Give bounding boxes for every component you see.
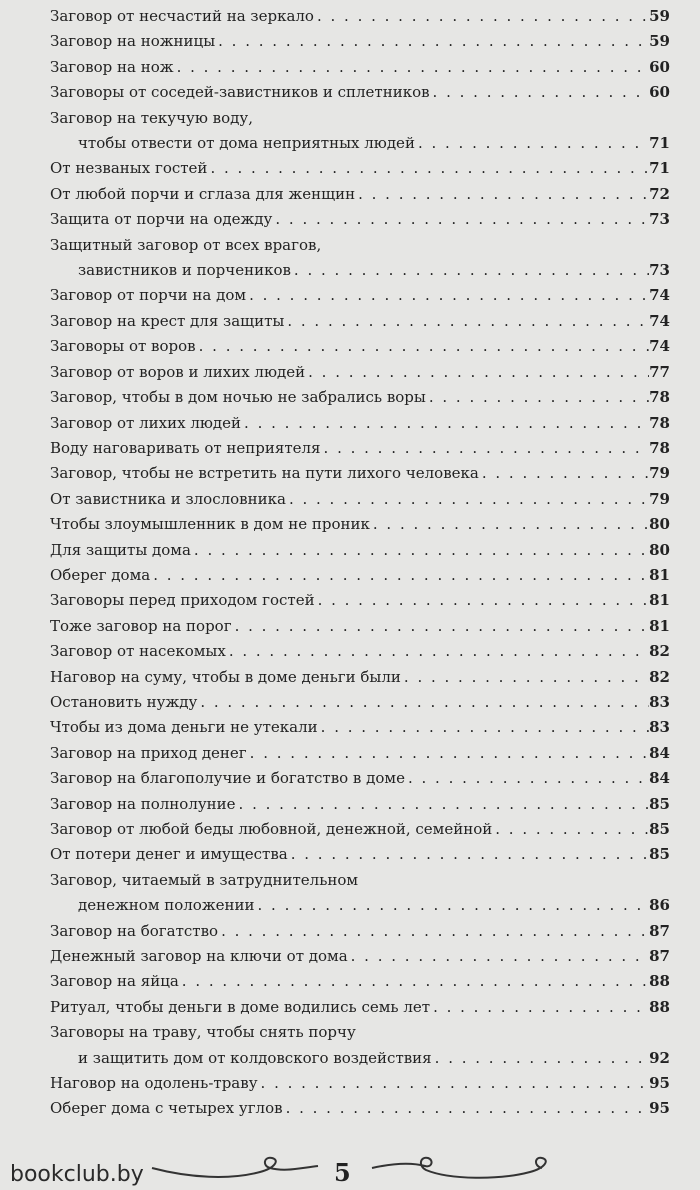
toc-entry <box>50 461 670 486</box>
toc-entry-title: Воду наговаривать от неприятеля <box>50 438 321 457</box>
toc-entry-title: Денежный заговор на ключи от дома <box>50 947 348 966</box>
toc-entry-title: Заговор от насекомых <box>50 642 226 661</box>
toc-entry-title: Наговор на одолень-траву <box>50 1074 258 1093</box>
toc-entry-title: Заговор от порчи на дом <box>50 286 247 305</box>
toc-entry <box>50 639 670 664</box>
flourish-left-icon <box>150 1150 320 1186</box>
toc-entry <box>50 792 670 817</box>
dot-leader <box>426 385 649 410</box>
dot-leader <box>318 715 649 740</box>
toc-line <box>50 792 670 817</box>
dot-leader <box>405 766 649 791</box>
dot-leader <box>288 842 649 867</box>
toc-entry <box>50 1071 670 1096</box>
dot-leader <box>174 55 650 80</box>
toc-entry <box>50 995 670 1020</box>
toc-page-number: 82 <box>649 667 670 686</box>
toc-page-number: 92 <box>649 1048 670 1067</box>
dot-leader <box>207 156 649 181</box>
toc-entry-title: Заговор от воров и лихих людей <box>50 362 306 381</box>
toc-entry-title: От любой порчи и сглаза для женщин <box>50 184 356 203</box>
toc-page-number: 86 <box>649 896 670 915</box>
toc-entry-title: Защита от порчи на одежду <box>50 210 273 229</box>
toc-entry <box>50 411 670 436</box>
dot-leader <box>255 893 650 918</box>
toc-entry-title: Ритуал, чтобы деньги в доме водились семь лет <box>50 997 431 1016</box>
toc-entry-title: Заговор, чтобы не встретить на пути лихого человека <box>50 464 479 483</box>
toc-line <box>50 665 670 690</box>
toc-entry-title: Заговор, читаемый в затруднительном <box>50 870 359 889</box>
toc-line <box>50 436 670 461</box>
toc-entry <box>50 334 670 359</box>
toc-page-number: 80 <box>649 515 670 534</box>
toc-entry <box>50 563 670 588</box>
toc-entry <box>50 436 670 461</box>
dot-leader <box>430 80 650 105</box>
toc-entry-title: Заговор, чтобы в дом ночью не забрались воры <box>50 388 426 407</box>
dot-leader <box>197 690 649 715</box>
toc-page-number: 73 <box>649 210 670 229</box>
toc-line <box>50 385 670 410</box>
toc-page-number: 74 <box>649 337 670 356</box>
toc-entry-title: Заговор на текучую воду, <box>50 108 253 127</box>
toc-entry <box>50 919 670 944</box>
toc-page-number: 74 <box>649 311 670 330</box>
toc-entry-title: Остановить нужду <box>50 692 198 711</box>
toc-line <box>50 538 670 563</box>
dot-leader <box>283 1096 650 1121</box>
dot-leader <box>246 283 649 308</box>
toc-page-number: 85 <box>649 794 670 813</box>
toc-page-number: 87 <box>649 947 670 966</box>
toc-entry-title: Заговоры от соседей-завистников и сплетников <box>50 83 430 102</box>
toc-entry <box>50 614 670 639</box>
toc-line <box>50 842 670 867</box>
toc-page-number: 84 <box>649 769 670 788</box>
dot-leader <box>321 436 650 461</box>
watermark: bookclub.by <box>10 1162 144 1187</box>
toc-line <box>50 919 670 944</box>
toc-page-number: 79 <box>649 464 670 483</box>
toc-line <box>50 258 670 283</box>
dot-leader <box>291 258 649 283</box>
toc-entry-title: Оберег дома <box>50 565 151 584</box>
toc-page-number: 81 <box>649 591 670 610</box>
toc-entry-title: От завистника и злословника <box>50 489 286 508</box>
toc-line <box>50 1096 670 1121</box>
toc-page-number: 95 <box>649 1074 670 1093</box>
toc-page-number: 83 <box>649 692 670 711</box>
dot-leader <box>286 487 649 512</box>
toc-page-number: 59 <box>649 32 670 51</box>
toc-line <box>50 893 670 918</box>
dot-leader <box>150 563 649 588</box>
dot-leader <box>191 538 649 563</box>
dot-leader <box>232 614 650 639</box>
toc-line <box>50 639 670 664</box>
toc-entry-title: Заговор на богатство <box>50 921 219 940</box>
dot-leader <box>236 792 650 817</box>
toc-page-number: 81 <box>649 616 670 635</box>
toc-page-number: 73 <box>649 261 670 280</box>
table-of-contents <box>50 4 670 1122</box>
toc-page-number: 71 <box>649 159 670 178</box>
dot-leader <box>215 29 649 54</box>
toc-entry-title: Заговор на крест для защиты <box>50 311 285 330</box>
dot-leader <box>284 309 649 334</box>
toc-page-number: 83 <box>649 718 670 737</box>
toc-entry-title: Чтобы злоумышленник в дом не проник <box>50 515 370 534</box>
toc-page-number: 81 <box>649 565 670 584</box>
toc-page-number: 60 <box>649 83 670 102</box>
toc-entry <box>50 1096 670 1121</box>
toc-entry-title: денежном положении <box>78 896 255 915</box>
toc-line <box>50 106 670 131</box>
toc-line <box>50 690 670 715</box>
toc-line <box>50 487 670 512</box>
toc-page-number: 82 <box>649 642 670 661</box>
toc-entry <box>50 80 670 105</box>
toc-entry-title: чтобы отвести от дома неприятных людей <box>78 134 415 153</box>
toc-page-number: 95 <box>649 1099 670 1118</box>
toc-page-number: 78 <box>649 413 670 432</box>
toc-page-number: 87 <box>649 921 670 940</box>
toc-line <box>50 741 670 766</box>
toc-line <box>50 766 670 791</box>
dot-leader <box>492 817 649 842</box>
toc-entry-title: Заговор от несчастий на зеркало <box>50 7 314 25</box>
toc-entry-title: Наговор на суму, чтобы в доме деньги были <box>50 667 401 686</box>
dot-leader <box>479 461 649 486</box>
dot-leader <box>401 665 649 690</box>
toc-entry <box>50 360 670 385</box>
toc-entry <box>50 842 670 867</box>
toc-entry <box>50 182 670 207</box>
toc-line <box>50 1071 670 1096</box>
toc-entry-title: Заговор на полнолуние <box>50 794 236 813</box>
dot-leader <box>432 1046 649 1071</box>
toc-page-number: 80 <box>649 540 670 559</box>
toc-line <box>50 411 670 436</box>
flourish-right-icon <box>370 1150 560 1186</box>
toc-line <box>50 4 670 29</box>
dot-leader <box>370 512 649 537</box>
toc-page-number: 85 <box>649 845 670 864</box>
toc-entry <box>50 55 670 80</box>
toc-entry-title: Заговоры от воров <box>50 337 196 356</box>
toc-entry <box>50 715 670 740</box>
dot-leader <box>179 969 649 994</box>
toc-entry-title: Заговор на приход денег <box>50 743 247 762</box>
toc-entry <box>50 1020 670 1071</box>
toc-line <box>50 207 670 232</box>
dot-leader <box>241 411 649 436</box>
toc-line <box>50 1046 670 1071</box>
toc-entry-title: Заговоры на траву, чтобы снять порчу <box>50 1023 356 1042</box>
toc-entry-title: Заговор на яйца <box>50 972 179 991</box>
toc-entry-title: завистников и порчеников <box>78 261 291 280</box>
toc-entry <box>50 156 670 181</box>
toc-entry-title: Чтобы из дома деньги не утекали <box>50 718 318 737</box>
toc-entry <box>50 690 670 715</box>
toc-entry-title: Защитный заговор от всех врагов, <box>50 235 322 254</box>
dot-leader <box>415 131 649 156</box>
toc-entry <box>50 309 670 334</box>
toc-page-number: 85 <box>649 820 670 838</box>
page-footer <box>0 1150 700 1190</box>
toc-line <box>50 1020 670 1045</box>
toc-line <box>50 55 670 80</box>
toc-page-number: 78 <box>649 388 670 407</box>
dot-leader <box>247 741 649 766</box>
toc-line <box>50 563 670 588</box>
toc-entry <box>50 969 670 994</box>
toc-entry <box>50 29 670 54</box>
toc-line <box>50 80 670 105</box>
toc-page-number: 77 <box>649 362 670 381</box>
toc-entry-title: Заговор на ножницы <box>50 32 216 51</box>
toc-page-number: 79 <box>649 489 670 508</box>
toc-entry <box>50 944 670 969</box>
toc-entry-title: Заговоры перед приходом гостей <box>50 591 315 610</box>
toc-entry <box>50 385 670 410</box>
dot-leader <box>272 207 649 232</box>
toc-entry <box>50 741 670 766</box>
toc-line <box>50 131 670 156</box>
toc-line <box>50 995 670 1020</box>
dot-leader <box>196 334 650 359</box>
toc-page-number: 59 <box>649 7 670 25</box>
toc-line <box>50 614 670 639</box>
toc-entry <box>50 106 670 157</box>
toc-line <box>50 283 670 308</box>
dot-leader <box>314 4 649 29</box>
toc-line <box>50 309 670 334</box>
toc-entry-title: Заговор на благополучие и богатство в доме <box>50 769 405 788</box>
toc-line <box>50 944 670 969</box>
toc-entry <box>50 766 670 791</box>
toc-line <box>50 334 670 359</box>
toc-page-number: 72 <box>649 184 670 203</box>
toc-line <box>50 969 670 994</box>
toc-entry-title: Заговор от лихих людей <box>50 413 242 432</box>
toc-entry-title: Тоже заговор на порог <box>50 616 232 635</box>
toc-line <box>50 360 670 385</box>
toc-page-number: 71 <box>649 134 670 153</box>
toc-line <box>50 182 670 207</box>
toc-entry <box>50 207 670 232</box>
toc-line <box>50 588 670 613</box>
toc-page-number: 84 <box>649 743 670 762</box>
toc-line <box>50 817 670 842</box>
toc-entry <box>50 283 670 308</box>
toc-entry <box>50 665 670 690</box>
dot-leader <box>355 182 649 207</box>
toc-page-number: 88 <box>649 997 670 1016</box>
toc-entry-title: Заговор на нож <box>50 57 174 76</box>
toc-page-number: 78 <box>649 438 670 457</box>
toc-page-number: 60 <box>649 57 670 76</box>
dot-leader <box>430 995 649 1020</box>
toc-entry <box>50 233 670 284</box>
toc-entry <box>50 487 670 512</box>
toc-entry <box>50 512 670 537</box>
toc-line <box>50 868 670 893</box>
toc-entry-title: От потери денег и имущества <box>50 845 288 864</box>
toc-entry-title: Для защиты дома <box>50 540 191 559</box>
toc-page-number: 88 <box>649 972 670 991</box>
toc-entry <box>50 817 670 842</box>
dot-leader <box>218 919 649 944</box>
dot-leader <box>226 639 649 664</box>
toc-entry <box>50 538 670 563</box>
toc-line <box>50 156 670 181</box>
toc-entry-title: Заговор от любой беды любовной, денежной, семейной <box>50 820 493 838</box>
toc-entry-title: Оберег дома с четырех углов <box>50 1099 283 1118</box>
dot-leader <box>305 360 649 385</box>
toc-entry-title: и защитить дом от колдовского воздействия <box>78 1048 432 1067</box>
toc-entry <box>50 588 670 613</box>
toc-entry <box>50 4 670 29</box>
dot-leader <box>258 1071 650 1096</box>
toc-entry <box>50 868 670 919</box>
dot-leader <box>315 588 650 613</box>
toc-line <box>50 461 670 486</box>
toc-line <box>50 512 670 537</box>
toc-line <box>50 715 670 740</box>
page-number: 5 <box>334 1158 351 1187</box>
toc-line <box>50 29 670 54</box>
toc-page-number: 74 <box>649 286 670 305</box>
toc-entry-title: От незваных гостей <box>50 159 208 178</box>
toc-line <box>50 233 670 258</box>
dot-leader <box>348 944 649 969</box>
